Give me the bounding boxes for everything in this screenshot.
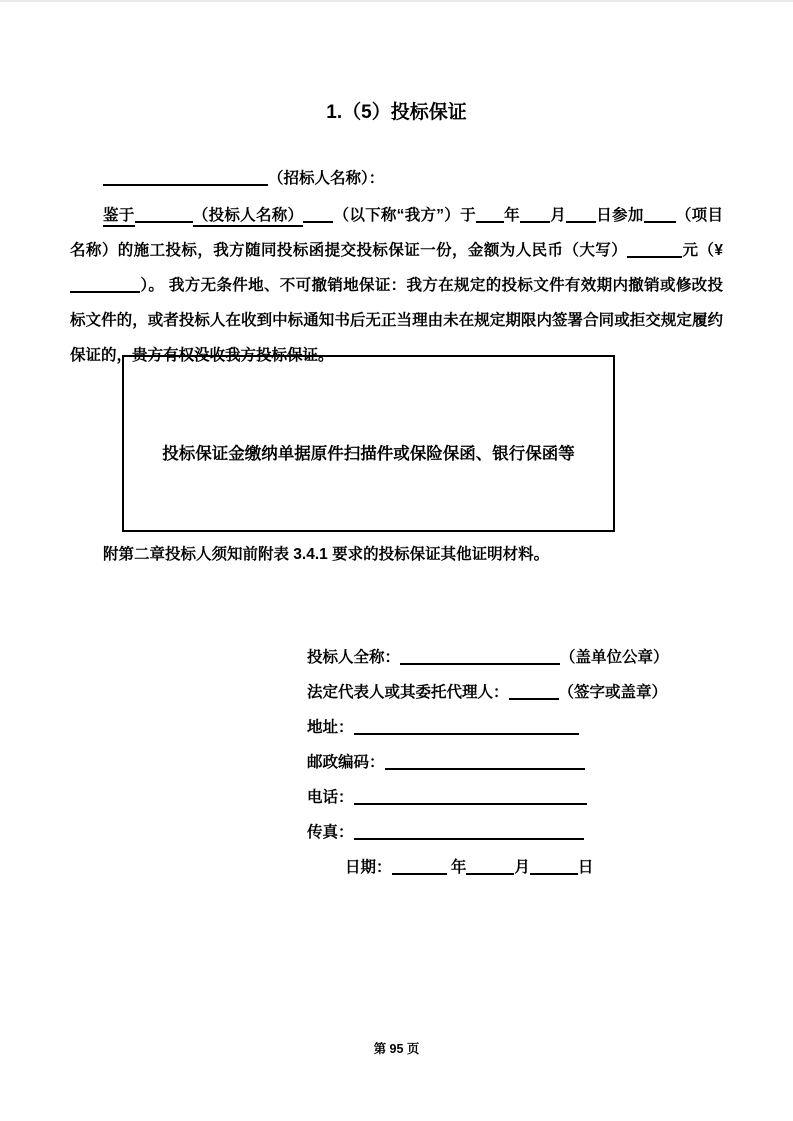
signature-block xyxy=(307,640,727,885)
signature-line xyxy=(307,710,727,745)
text-run: 鉴于 xyxy=(103,207,135,227)
blank-field xyxy=(627,241,682,259)
text-run: ）。 我方无条件地、不可撤销地保证：我方在规定的投标文件有效期内撤销或修改投标文件的，或者投标人在收到中标通知书后无正当理由未在规定期限内签署合同或拒交规定履约保证的，贵方有权没收我方投标保证。 xyxy=(70,277,723,364)
attachment-placeholder-box xyxy=(122,355,615,532)
blank-field xyxy=(476,206,504,224)
attachment-box-caption: 投标保证金缴纳单据原件扫描件或保险保函、银行保函等 xyxy=(162,445,575,463)
blank-field xyxy=(385,753,585,771)
text-run: 日参加 xyxy=(595,207,644,224)
page-title: 1.（5）投标保证 xyxy=(326,102,467,123)
text-run: 电话： xyxy=(307,789,354,806)
text-run: 法定代表人或其委托代理人： xyxy=(307,684,509,701)
text-run: 月 xyxy=(549,207,566,224)
text-run: （招标人名称）： xyxy=(268,170,385,187)
addressee-line xyxy=(70,166,723,192)
blank-field xyxy=(70,276,140,294)
blank-field xyxy=(103,169,268,187)
text-run: 地址： xyxy=(307,719,354,736)
blank-field xyxy=(509,683,559,701)
blank-field xyxy=(354,718,579,736)
signature-line xyxy=(307,640,727,675)
text-run: （项目名称）的施工投标，我方随同投标函提交投标保证一份，金额为人民币（大写） xyxy=(70,207,723,259)
signature-line xyxy=(307,780,727,815)
attachment-note-line: 附第二章投标人须知前附表 3.4.1 要求的投标保证其他证明材料。 xyxy=(103,546,550,563)
signature-line xyxy=(307,815,727,850)
text-run: 投标人全称： xyxy=(307,649,401,666)
blank-field xyxy=(400,648,560,666)
text-run: 月 xyxy=(514,859,530,876)
blank-field xyxy=(303,206,333,224)
blank-field xyxy=(644,206,676,224)
signature-line xyxy=(307,675,727,710)
page-top-divider xyxy=(0,0,793,2)
blank-field xyxy=(566,206,596,224)
page-number: 第 95 页 xyxy=(373,1042,420,1056)
signature-line xyxy=(307,745,727,780)
text-run: 年 xyxy=(503,207,520,224)
blank-field xyxy=(135,206,193,224)
text-run: （以下称“我方”）于 xyxy=(333,207,476,224)
blank-field xyxy=(466,858,514,876)
signature-line xyxy=(345,850,727,885)
text-run: （盖单位公章） xyxy=(560,649,669,666)
text-run: （投标人名称） xyxy=(193,207,304,227)
text-run: （签字或盖章） xyxy=(558,684,668,701)
blank-field xyxy=(354,823,584,841)
text-run: 日期： xyxy=(345,859,392,876)
text-run: 元（¥ xyxy=(682,242,723,259)
body-paragraph xyxy=(70,198,723,373)
blank-field xyxy=(392,858,447,876)
text-run: 年 xyxy=(446,859,467,876)
text-run: 日 xyxy=(577,859,594,876)
text-run: 邮政编码： xyxy=(307,754,385,771)
blank-field xyxy=(520,206,550,224)
text-run: 传真： xyxy=(307,824,354,841)
blank-field xyxy=(354,788,587,806)
blank-field xyxy=(530,858,578,876)
